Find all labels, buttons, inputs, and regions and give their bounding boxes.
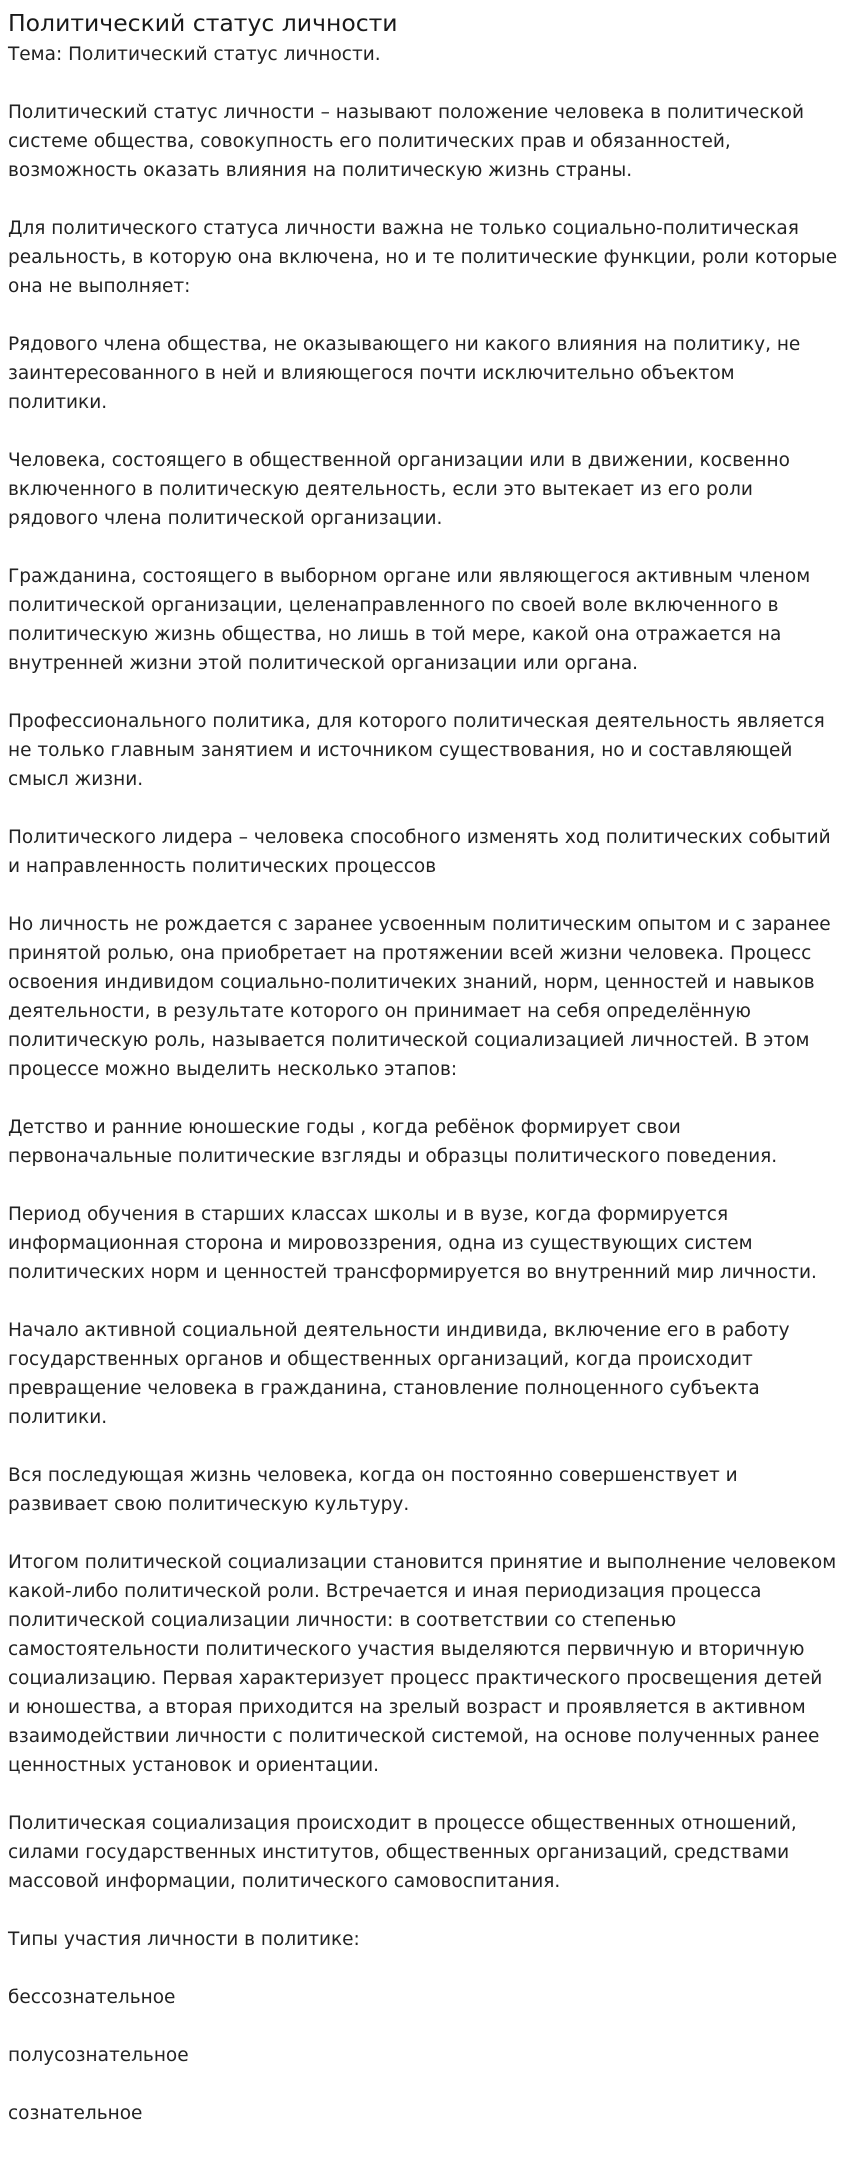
spacer	[8, 69, 839, 98]
list-item: сознательное	[8, 2103, 143, 2124]
paragraph-role-organization-member: Человека, состоящего в общественной организации или в движении, косвенно включенного в политическую деятельность, если это вытекает из его роли рядового члена политической организации.	[8, 450, 790, 529]
paragraph-stage-childhood: Детство и ранние юношеские годы , когда ребёнок формирует свои первоначальные политические взгляды и образцы политического поведения.	[8, 1117, 778, 1167]
paragraph-roles-intro: Для политического статуса личности важна не только социально-политическая реальность, в которую она включена, но и те политические функции, роли которые она не выполняет:	[8, 218, 838, 297]
paragraph-socialization-result: Итогом политической социализации становится принятие и выполнение человеком какой-либо политической роли. Встречается и иная периодизация процесса политической социализации личности: в соответствии со степенью самостоятельности политического участия выделяются первичную и вторичную социализацию. Первая характеризует процесс практического просвещения детей и юношества, а вторая приходится на зрелый возраст и проявляется в активном взаимодействии личности с политической системой, на основе полученных ранее ценностных установок и ориентации.	[8, 1552, 837, 1776]
paragraph-stage-education: Период обучения в старших классах школы и в вузе, когда формируется информационная сторона и мировоззрения, одна из существующих систем политических норм и ценностей трансформируется во внутренний мир личности.	[8, 1204, 817, 1283]
paragraph-role-citizen: Гражданина, состоящего в выборном органе или являющегося активным членом политической организации, целенаправленного по своей воле включенного в политическую жизнь общества, но лишь в той мере, какой она отражается на внутренней жизни этой политической организации или органа.	[8, 566, 811, 674]
list-item: бессознательное	[8, 1987, 176, 2008]
paragraph-role-ordinary-member: Рядового члена общества, не оказывающего ни какого влияния на политику, не заинтересованного в ней и влияющегося почти исключительно объектом политики.	[8, 334, 801, 413]
paragraph-role-professional: Профессионального политика, для которого политическая деятельность является не только главным занятием и источником существования, но и составляющей смысл жизни.	[8, 711, 825, 790]
paragraph-role-leader: Политического лидера – человека способного изменять ход политических событий и направленность политических процессов	[8, 827, 831, 877]
paragraph-types-intro: Типы участия личности в политике:	[8, 1929, 360, 1950]
document-page	[8, 6, 839, 2157]
paragraph-stage-later-life: Вся последующая жизнь человека, когда он постоянно совершенствует и развивает свою политическую культуру.	[8, 1465, 738, 1515]
page-title: Политический статус личности	[8, 9, 398, 37]
paragraph-stage-activity: Начало активной социальной деятельности индивида, включение его в работу государственных органов и общественных организаций, когда происходит превращение человека в гражданина, становление полноценного субъекта политики.	[8, 1320, 790, 1428]
list-item: полусознательное	[8, 2045, 189, 2066]
paragraph-socialization-process: Политическая социализация происходит в процессе общественных отношений, силами государственных институтов, общественных организаций, средствами массовой информации, политического самовоспитания.	[8, 1813, 797, 1892]
article-body	[8, 98, 839, 1954]
participation-types-list	[8, 1983, 839, 2128]
paragraph-socialization: Но личность не рождается с заранее усвоенным политическим опытом и с заранее принятой ролью, она приобретает на протяжении всей жизни человека. Процесс освоения индивидом социально-политичеких знаний, норм, ценностей и навыков деятельности, в результате которого он принимает на себя определённую политическую роль, называется политической социализацией личностей. В этом процессе можно выделить несколько этапов:	[8, 914, 831, 1080]
paragraph-definition: Политический статус личности – называют положение человека в политической системе общества, совокупность его политических прав и обязанностей, возможность оказать влияния на политическую жизнь страны.	[8, 102, 805, 181]
topic-line: Тема: Политический статус личности.	[8, 44, 381, 65]
